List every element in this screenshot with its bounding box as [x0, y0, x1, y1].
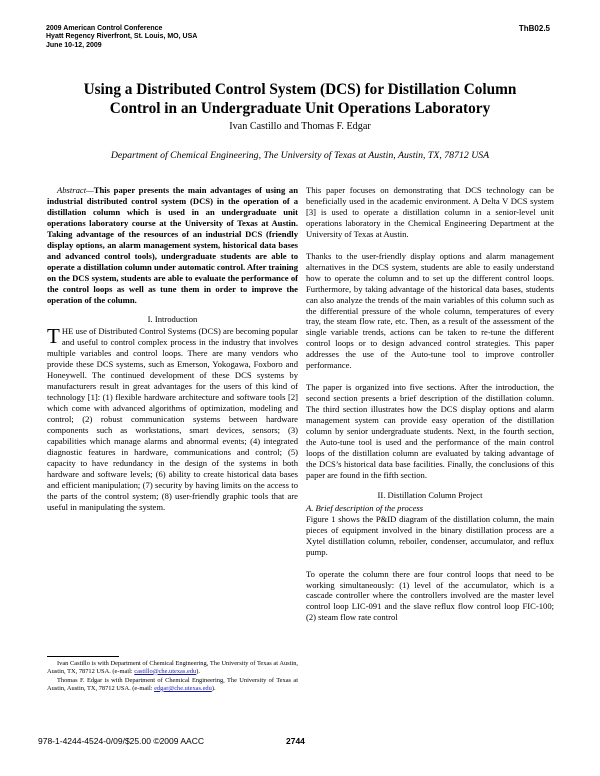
footnote-2: Thomas F. Edgar is with Department of Chemical Engineering, The University of Texas at Austin, Austin, TX, 78712 USA. (e-mail: edgar@che.utexas.edu).: [47, 677, 298, 692]
footnote-2-email-link[interactable]: edgar@che.utexas.edu: [154, 684, 212, 692]
conference-venue: Hyatt Regency Riverfront, St. Louis, MO, USA: [46, 33, 198, 41]
page-number: 2744: [286, 736, 305, 746]
subsection-heading: A. Brief description of the process: [306, 502, 424, 513]
affiliation: Department of Chemical Engineering, The University of Texas at Austin, Austin, TX, 78712 USA: [110, 150, 490, 161]
paper-title: Using a Distributed Control System (DCS) for Distillation Column Control in an Undergraduate Unit Operations Laboratory: [83, 81, 517, 117]
abstract-text: This paper presents the main advantages of using an industrial distributed control system (DCS) in the operation of a distillation column which is used in an undergraduate unit operations laboratory course at the University of Texas at Austin. Taking advantage of the resources of an industrial DCS (friendly display options, an alarm management system, historical data bases and advanced control tools), undergraduate students are able to operate a distillation column under automatic control. After training on the DCS system, students are able to evaluate the performance of the control loops as well as tune them in order to improve the operation of the column.: [47, 185, 298, 305]
intro-heading: I. Introduction: [147, 314, 198, 325]
intro-paragraph-1-text: HE use of Distributed Control Systems (DCS) are becoming popular and useful to control complex process in the industry that involves multiple variables and control loops. There are many vendors who provide these DCS systems, such as Emerson, Yokogawa, Foxboro and Honeywell. The continued development of these DCS systems by manufacturers result in great advantages for the users of this kind of technology [1]: (1) flexible hardware architecture and software tools [2] which come with advanced algorithms of optimization, modeling and control; (2) robust communication systems between hardware components such as workstations, smart devices, sensors; (3) capabilities which manage alarms and abnormal events; (4) integrated diagnostic features in hardware, communications and control; (5) capacity to have redundancy in the design of the systems in both hardware and software levels; (6) ability to create historical data bases and efficient manipulation; (7) security by having limits on the access to the parts of the control system; (8) user-friendly graphic tools that are useful in manipulating the system.: [47, 326, 298, 512]
authors: Ivan Castillo and Thomas F. Edgar: [229, 121, 371, 132]
right-column: [306, 185, 554, 623]
abstract: [47, 185, 298, 305]
left-column: [47, 185, 298, 513]
intro-paragraph-1: [47, 326, 298, 512]
conference-name: 2009 American Control Conference: [46, 25, 163, 32]
abstract-dash: —: [86, 185, 94, 195]
footnotes: [47, 660, 298, 694]
intro-paragraph-2: This paper focuses on demonstrating that DCS technology can be beneficially used in the academic environment. A Delta V DCS system [3] is used to operate a distillation column in a senior-level unit operations laboratory in the Chemical Engineering Department at the University of Texas at Austin.: [306, 185, 554, 239]
abstract-label: Abstract: [57, 185, 87, 195]
section-2-paragraph-2: To operate the column there are four control loops that need to be working simultaneously: (1) level of the accumulator, which is a cascade controller where the controllers involved are the master level control loop LIC-091 and the slave reflux flow control loop FIC-100; (2) steam flow rate control: [306, 568, 554, 623]
footnote-1-email-link[interactable]: castillo@che.utexas.edu: [134, 667, 197, 675]
paper-code: ThB02.5: [518, 24, 550, 33]
isbn-footer: 978-1-4244-4524-0/09/$25.00 ©2009 AACC: [38, 736, 204, 746]
intro-paragraph-3: Thanks to the user-friendly display options and alarm management alternatives in the DCS system, students are able to easily understand how to operate the column and to set up the different control loops. Furthermore, by taking advantage of the historical data bases, students can also analyze the trends of the main variables of this column such as the differential pressure of the whole column, temperatures of every tray, the steam flow rate, etc. Then, as a result of the assessment of the single variable trends, actions can be taken to re-tune the different control loops or to design advanced control strategies. This paper addresses the use of the Auto-tune tool to improve controller performance.: [306, 250, 554, 371]
intro-paragraph-4: The paper is organized into five sections. After the introduction, the second section presents a brief description of the distillation column. The third section illustrates how the DCS display options and alarm management system can provide easy operation of the distillation column by senior undergraduate students. Next, in the fourth section, the Auto-tune tool is used and the performance of the main control loops of the distillation column are evaluated by taking advantage of the DCS’s historical data base facilities. Finally, the conclusions of this paper are found in the fifth section.: [306, 382, 554, 480]
section-2-paragraph-1: Figure 1 shows the P&ID diagram of the distillation column, the main pieces of equipment involved in the binary distillation process are a Xytel distillation column, reboiler, condenser, accumulator, and reflux pump.: [306, 513, 554, 557]
section-2-heading: II. Distillation Column Project: [377, 489, 483, 500]
conference-dates: June 10-12, 2009: [46, 41, 102, 49]
conference-header: [46, 25, 197, 50]
drop-cap: T: [47, 324, 60, 349]
footnote-2-text: Thomas F. Edgar is with Department of Chemical Engineering, The University of Texas at Austin, Austin, TX, 78712 USA. (e-mail:: [47, 677, 298, 692]
footnote-1-text: Ivan Castillo is with Department of Chemical Engineering, The University of Texas at Austin, Austin, TX, 78712 USA. (e-mail:: [47, 660, 298, 675]
footnote-rule: [47, 656, 119, 657]
footnote-1: Ivan Castillo is with Department of Chemical Engineering, The University of Texas at Austin, Austin, TX, 78712 USA. (e-mail: castillo@che.utexas.edu).: [47, 660, 298, 675]
